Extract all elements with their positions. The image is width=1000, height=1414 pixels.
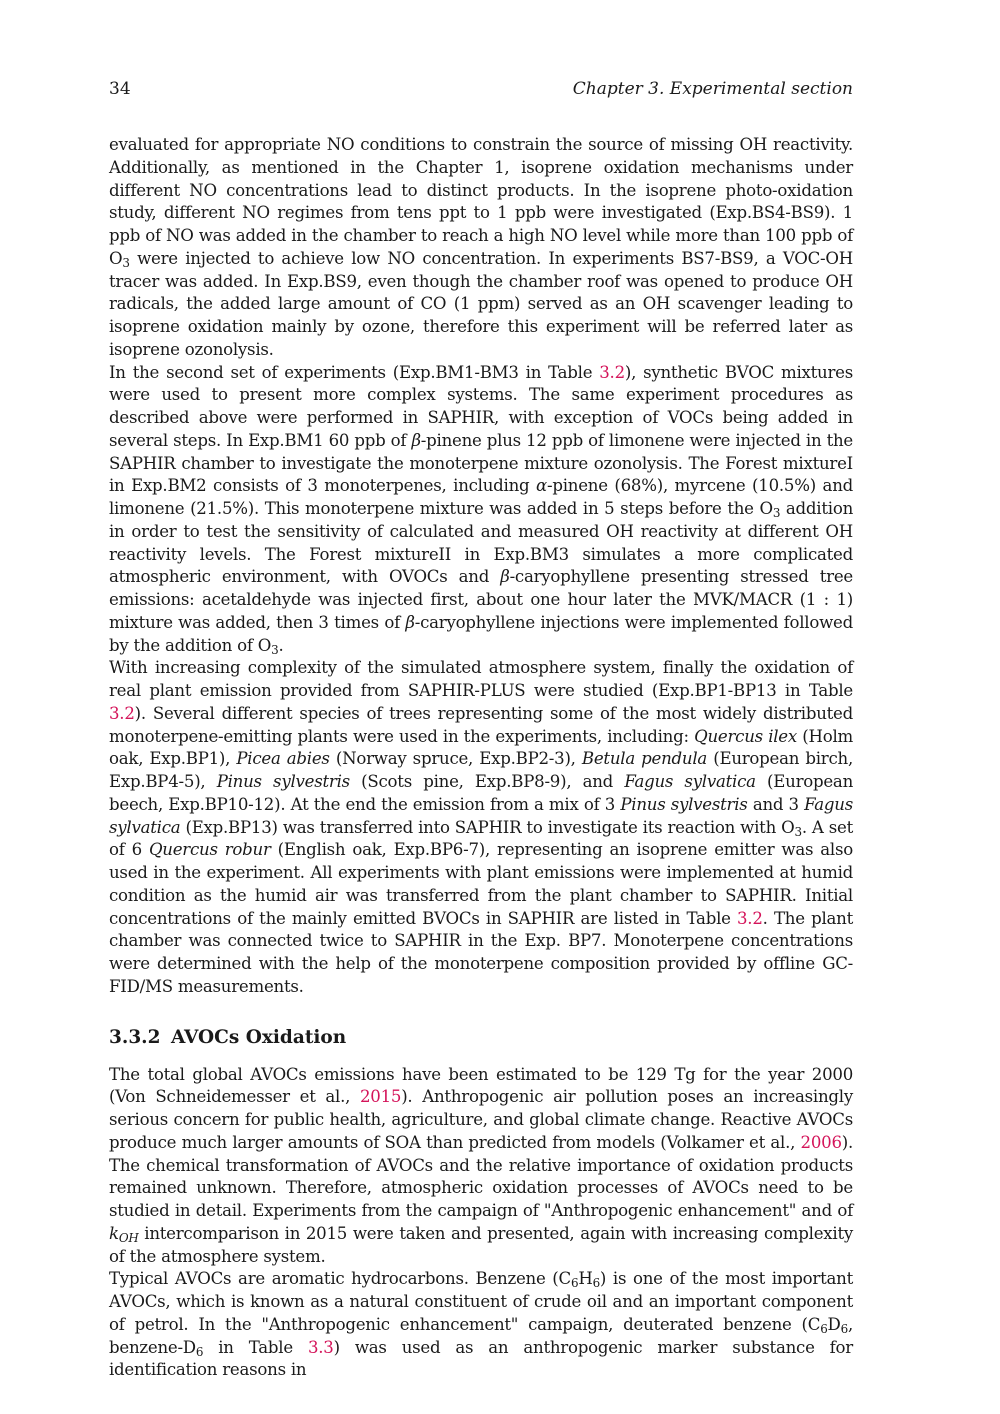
paragraph-aromatics: Typical AVOCs are aromatic hydrocarbons. Benzene $(C_6H_6)$ is one of the most important AVOCs, which is known as a natural constituent of crude oil and an important component of petrol. In the "Anthropogenic enhancement" campaign, deuterated benzene ($C_6D_6$, benzene-$D_6$ in Table 3.3) was used as an anthropogenic marker substance for identification reasons in (109, 1269, 853, 1380)
section-number: 3.3.2 (109, 1026, 161, 1048)
table-reference-link[interactable]: 3.2 (737, 908, 763, 928)
table-reference-link[interactable]: 3.3 (307, 1337, 334, 1357)
running-header (109, 78, 853, 100)
table-reference-link[interactable]: 3.2 (109, 703, 135, 723)
body-text (109, 134, 853, 1382)
page-number: 34 (109, 79, 131, 99)
paragraph-isoprene-no: evaluated for appropriate NO conditions to constrain the source of missing OH reactivity. Additionally, as mentioned in the Chapter 1, isoprene oxidation mechanisms under different NO concentrations lead to distinct products. In the isoprene photo-oxidation study, different NO regimes from tens ppt to 1 ppb were investigated (Exp.BS4-BS9). 1 ppb of NO was added in the chamber to reach a high NO level while more than 100 ppb of $O_3$ were injected to achieve low NO concentration. In experiments BS7-BS9, a VOC-OH tracer was added. In Exp.BS9, even though the chamber roof was opened to produce OH radicals, the added large amount of CO (1 ppm) served as an OH scavenger leading to isoprene oxidation mainly by ozone, therefore this experiment will be referred later as isoprene ozonolysis. (109, 135, 853, 359)
section-heading (109, 1026, 853, 1050)
citation-link[interactable]: 2015 (359, 1087, 402, 1107)
table-reference-link[interactable]: 3.2 (599, 362, 625, 382)
document-page (109, 78, 853, 1382)
paragraph-bvoc-mixtures: In the second set of experiments (Exp.BM1-BM3 in Table 3.2), synthetic BVOC mixtures were used to present more complex systems. The same experiment procedures as described above were performed in SAPHIR, with exception of VOCs being added in several steps. In Exp.BM1 60 ppb of β-pinene plus 12 ppb of limonene were injected in the SAPHIR chamber to investigate the monoterpene mixture ozonolysis. The Forest mixtureI in Exp.BM2 consists of 3 monoterpenes, including α-pinene (68%), myrcene (10.5%) and limonene (21.5%). This monoterpene mixture was added in 5 steps before the $O_3$ addition in order to test the sensitivity of calculated and measured OH reactivity at different OH reactivity levels. The Forest mixtureII in Exp.BM3 simulates a more complicated atmospheric environment, with OVOCs and β-caryophyllene presenting stressed tree emissions: acetaldehyde was injected first, about one hour later the MVK/MACR (1 : 1) mixture was added, then 3 times of β-caryophyllene injections were implemented followed by the addition of $O_3$. (109, 362, 854, 657)
citation-link[interactable]: 2006 (800, 1132, 842, 1152)
section-title: AVOCs Oxidation (171, 1026, 347, 1048)
paragraph-plant-emissions: With increasing complexity of the simulated atmosphere system, finally the oxidation of real plant emission provided from SAPHIR-PLUS were studied (Exp.BP1-BP13 in Table 3.2). Several different species of trees representing some of the most widely distributed monoterpene-emitting plants were used in the experiments, including: Quercus ilex (Holm oak, Exp.BP1), Picea abies (Norway spruce, Exp.BP2-3), Betula pendula (European birch, Exp.BP4-5), Pinus sylvestris (Scots pine, Exp.BP8-9), and Fagus sylvatica (European beech, Exp.BP10-12). At the end the emission from a mix of 3 Pinus sylvestris and 3 Fagus sylvatica (Exp.BP13) was transferred into SAPHIR to investigate its reaction with $O_3$. A set of 6 Quercus robur (English oak, Exp.BP6-7), representing an isoprene emitter was also used in the experiment. All experiments with plant emissions were implemented at humid condition as the humid air was transferred from the plant chamber to SAPHIR. Initial concentrations of the mainly emitted BVOCs in SAPHIR are listed in Table 3.2. The plant chamber was connected twice to SAPHIR in the Exp. BP7. Monoterpene concentrations were determined with the help of the monoterpene composition provided by offline GC-FID/MS measurements. (109, 658, 854, 996)
paragraph-avocs-intro: The total global AVOCs emissions have been estimated to be 129 Tg for the year 2000 (Von Schneidemesser et al., 2015). Anthropogenic air pollution poses an increasingly serious concern for public health, agriculture, and global climate change. Reactive AVOCs produce much larger amounts of SOA than predicted from models (Volkamer et al., 2006). The chemical transformation of AVOCs and the relative importance of oxidation products remained unknown. Therefore, atmospheric oxidation processes of AVOCs need to be studied in detail. Experiments from the campaign of "Anthropogenic enhancement" and of $k_{OH}$ intercomparison in 2015 were taken and presented, again with increasing complexity of the atmosphere system. (109, 1064, 853, 1266)
chapter-title: Chapter 3. Experimental section (572, 79, 853, 99)
